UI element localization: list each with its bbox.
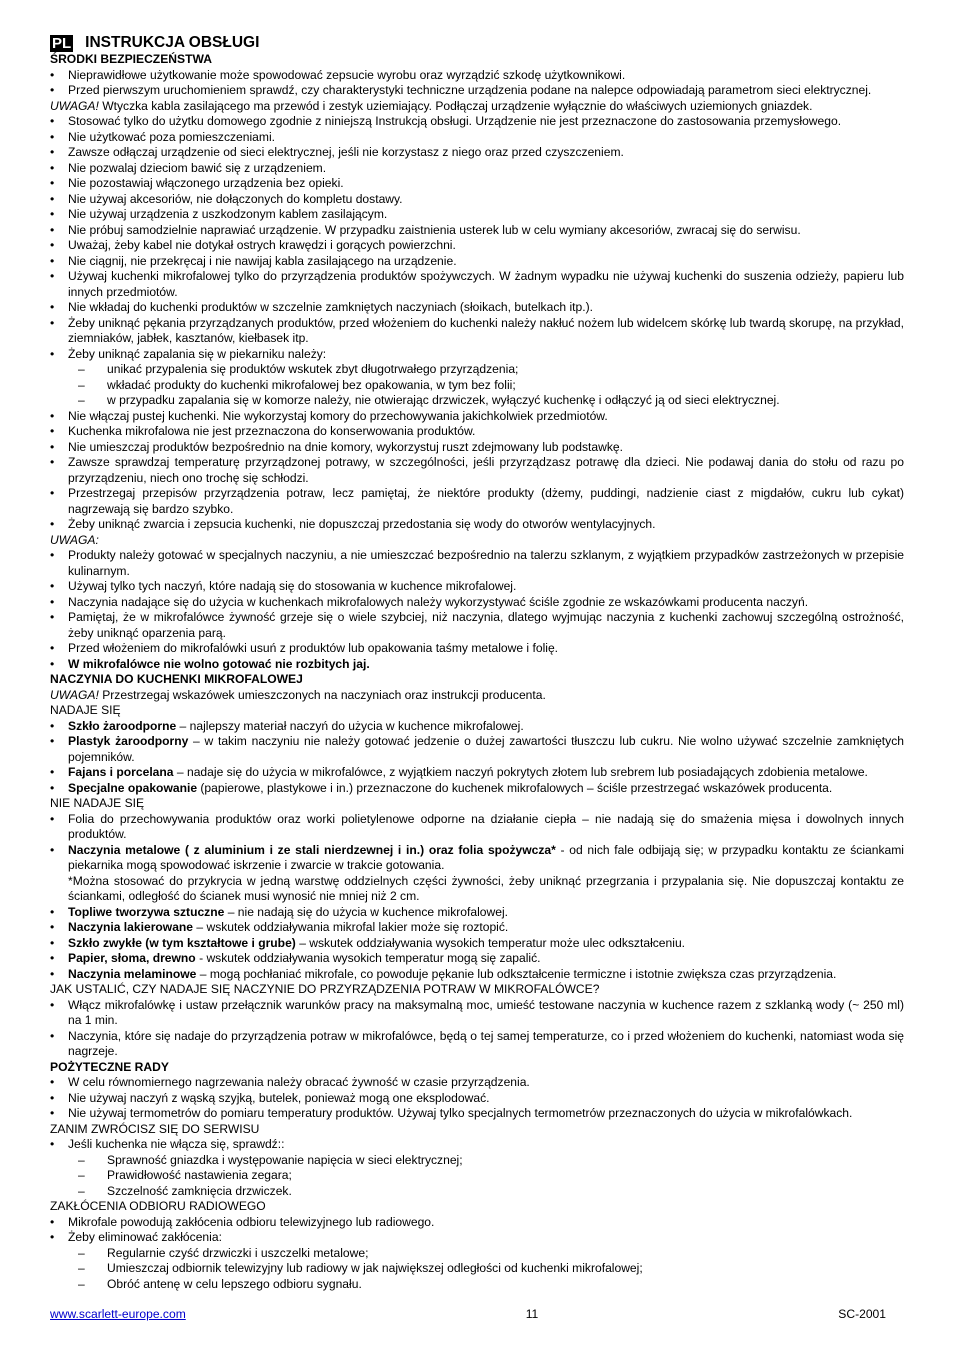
item-text: Stosować tylko do użytku domowego zgodnie z niniejszą Instrukcją obsługi. Urządzenie nie jest przeznaczone do zastosowania przemysłowego.: [68, 114, 842, 128]
item-text: wkładać produkty do kuchenki mikrofalowej bez opakowania, w tym bez folii;: [107, 377, 516, 392]
item-text: – w takim naczyniu nie należy gotować jedzenie o dużej zawartości tłuszczu lub cukru. Nie wolno używać szczelnie zamkniętych pojemników.: [68, 734, 904, 764]
section-heading: ŚRODKI BEZPIECZEŃSTWA: [50, 52, 212, 66]
list-item: [50, 316, 904, 347]
list-item: [50, 176, 904, 192]
website-link[interactable]: www.scarlett-europe.com: [50, 1307, 186, 1321]
list-item: [50, 1215, 904, 1231]
item-text: Umieszczaj odbiornik telewizyjny lub radiowy w jak największej odległości od kuchenki mikrofalowej;: [107, 1261, 643, 1275]
item-text: Prawidłowość nastawienia zegara;: [107, 1168, 292, 1182]
item-bold-term: Szkło żaroodporne: [68, 718, 177, 733]
item-text: Używaj kuchenki mikrofalowej tylko do przyrządzenia produktów spożywczych. W żadnym wypadku nie używaj kuchenki do suszenia odzieży, papieru lub innych przedmiotów.: [68, 269, 904, 299]
item-bold-term: Naczynia melaminowe: [68, 966, 197, 981]
list-item: [50, 657, 904, 673]
note-label: UWAGA!: [50, 687, 99, 702]
subsection-heading: NADAJE SIĘ: [50, 703, 121, 717]
item-text: (papierowe, plastykowe i in.) przeznaczone do kuchenek mikrofalowych – ściśle przestrzegać wskazówek producenta.: [197, 780, 833, 795]
item-bold-term: Szkło zwykłe (w tym kształtowe i grube): [68, 935, 296, 950]
list-item: [50, 765, 904, 781]
list-item: [50, 424, 904, 440]
item-text: Nie pozwalaj dzieciom bawić się z urządzeniem.: [68, 160, 327, 175]
item-bold-term: Naczynia metalowe ( z aluminium i ze stali nierdzewnej i in.) oraz folia spożywcza*: [68, 842, 556, 857]
list-item: [50, 734, 904, 765]
item-text: – nie nadają się do użycia w kuchence mikrofalowej.: [224, 904, 509, 919]
sub-list-item: [50, 1246, 904, 1262]
list-item: [50, 595, 904, 611]
footnote-paragraph: *Można stosować do przykrycia w jedną warstwę oddzielnych części żywności, żeby uniknąć przegrzania i przypalania się. Nie dopuszczaj kontaktu ze ściankami, odległość do ścianek musi wynosić nie mniej niż 2 cm.: [68, 873, 904, 903]
bullet-list: [50, 1215, 904, 1293]
item-bold-term: Fajans i porcelana: [68, 765, 174, 779]
list-item: [50, 300, 904, 316]
item-text: Nie próbuj samodzielnie naprawiać urządzenie. W przypadku zaistnienia usterek lub w celu wymiany akcesoriów, zwracaj się do serwisu.: [68, 222, 801, 237]
item-text: Nie włączaj pustej kuchenki. Nie wykorzystaj komory do przechowywania jakichkolwiek przedmiotów.: [68, 408, 608, 423]
list-item: [50, 223, 904, 239]
item-text: Żeby uniknąć zwarcia i zepsucia kuchenki, nie dopuszczaj przedostania się wody do otworów wentylacyjnych.: [68, 517, 656, 531]
sub-list-item: [50, 1168, 904, 1184]
item-text: Zawsze odłączaj urządzenie od sieci elektrycznej, jeśli nie korzystasz z niego oraz przed czyszczeniem.: [68, 145, 624, 159]
item-text: - od nich fale odbijają się; w przypadku kontaktu ze ściankami piekarnika mogą spowodować iskrzenie i zwarcie w trakcie gotowania.: [68, 842, 904, 872]
item-text: Nie wkładaj do kuchenki produktów w szczelnie zamkniętych naczyniach (słoikach, butelkach itp.).: [68, 300, 593, 314]
page-number: 11: [525, 1307, 539, 1321]
list-item: [50, 130, 904, 146]
item-text: - wskutek oddziaływania wysokich temperatur mogą się zapalić.: [195, 951, 541, 965]
list-item: [50, 409, 904, 425]
sub-list-item: [50, 378, 904, 394]
item-text: Używaj tylko tych naczyń, które nadają się do stosowania w kuchence mikrofalowej.: [68, 579, 517, 593]
item-text: unikać przypalenia się produktów wskutek zbyt długotrwałego przyrządzenia;: [107, 362, 519, 376]
note-paragraph: [50, 533, 904, 549]
item-text: Nie używaj naczyń z wąską szyjką, butelek, ponieważ mogą one eksplodować.: [68, 1090, 490, 1105]
item-text: Regularnie czyść drzwiczki i uszczelki metalowe;: [107, 1245, 369, 1260]
subsection-heading: ZANIM ZWRÓCISZ SIĘ DO SERWISU: [50, 1121, 260, 1136]
item-bold-term: Topliwe tworzywa sztuczne: [68, 904, 225, 919]
item-text: Pamiętaj, że w mikrofalówce żywność grzeje się o wiele szybciej, niż naczynia, dlatego wyjmując naczynia z kuchenki zachowuj szczególną ostrożność, żeby uniknąć oparzenia parą.: [68, 610, 904, 640]
item-text: – wskutek oddziaływania wysokich temperatur może ulec odkształceniu.: [295, 935, 686, 950]
item-text: Żeby uniknąć zapalania się w piekarniku należy:: [68, 346, 327, 361]
list-item: [50, 1075, 904, 1091]
list-item: [50, 641, 904, 657]
list-item: [50, 579, 904, 595]
list-item: [50, 254, 904, 270]
bullet-list: [50, 548, 904, 672]
item-text: w przypadku zapalania się w komorze należy, nie otwierając drzwiczek, wyłączyć kuchenkę i odłączyć ją od sieci elektrycznej.: [107, 393, 780, 407]
list-item: [50, 347, 904, 363]
item-text: Włącz mikrofalówkę i ustaw przełącznik warunków pracy na maksymalną moc, umieść testowane naczynia w kuchence razem z szklanką wody (~ 250 ml) na 1 min.: [68, 997, 904, 1027]
list-item: [50, 83, 904, 99]
sub-list-item: [50, 362, 904, 378]
item-text: Nieprawidłowe użytkowanie może spowodować zepsucie wyrobu oraz wyrządzić szkodę użytkownikowi.: [68, 67, 626, 82]
bullet-list: [50, 719, 904, 797]
item-bold-term: Specjalne opakowanie: [68, 780, 198, 795]
item-text: Nie pozostawiaj włączonego urządzenia bez opieki.: [68, 176, 344, 190]
model-number: SC-2001: [838, 1307, 886, 1321]
bullet-list: [50, 1137, 904, 1199]
bullet-list: [50, 812, 904, 874]
sub-list-item: [50, 393, 904, 409]
item-text: Przestrzegaj przepisów przyrządzenia potraw, lecz pamiętaj, że niektóre produkty (dżemy, puddingi, nadzienie ciast z migdałów, cukru lub cykat) nagrzewają się bardzo szybko.: [68, 486, 904, 516]
subsection-heading: NIE NADAJE SIĘ: [50, 796, 145, 810]
item-text: – wskutek oddziaływania mikrofal lakier może się roztopić.: [193, 920, 509, 934]
list-item: [50, 1091, 904, 1107]
bullet-list: [50, 1075, 904, 1122]
note-text: Wtyczka kabla zasilającego ma przewód i zestyk uziemiający. Podłączaj urządzenie wyłącznie do właściwych uziemionych gniazdek.: [98, 98, 813, 113]
list-item: [50, 269, 904, 300]
item-text: Sprawność gniazdka i występowanie napięcia w sieci elektrycznej;: [107, 1152, 463, 1167]
list-item: [50, 1230, 904, 1246]
list-item: [50, 207, 904, 223]
list-item: [50, 1137, 904, 1153]
item-text: Zawsze sprawdzaj temperaturę przyrządzonej potrawy, w szczególności, jeśli przyrządzasz potrawę dla dzieci. Nie podawaj dania do stołu od razu po przyrządzeniu, niech ono trochę się schłodzi.: [68, 455, 904, 485]
sub-list-item: [50, 1261, 904, 1277]
list-item: [50, 68, 904, 84]
list-item: [50, 192, 904, 208]
list-item: [50, 440, 904, 456]
item-bold-term: Papier, słoma, drewno: [68, 951, 196, 965]
bullet-list: [50, 114, 904, 533]
item-text: Nie używaj urządzenia z uszkodzonym kablem zasilającym.: [68, 207, 388, 221]
item-text: Nie używaj termometrów do pomiaru temperatury produktów. Używaj tylko specjalnych termometrów przeznaczonych do użycia w mikrofalówkach.: [68, 1106, 853, 1120]
list-item: [50, 548, 904, 579]
list-item: [50, 905, 904, 921]
language-badge: PL: [52, 34, 72, 52]
bullet-list: [50, 905, 904, 983]
title-text: INSTRUKCJA OBSŁUGI: [85, 34, 260, 51]
list-item: [50, 967, 904, 983]
item-text: – najlepszy materiał naczyń do użycia w kuchence mikrofalowej.: [176, 718, 524, 733]
list-item: [50, 1106, 904, 1122]
list-item: [50, 781, 904, 797]
list-item: [50, 1029, 904, 1060]
note-paragraph: [50, 688, 904, 704]
list-item: [50, 843, 904, 874]
document-page: [50, 34, 904, 1292]
item-text: Nie użytkować poza pomieszczeniami.: [68, 129, 276, 144]
item-text: Szczelność zamknięcia drzwiczek.: [107, 1183, 292, 1198]
item-bold-term: W mikrofalówce nie wolno gotować nie rozbitych jaj.: [68, 656, 370, 671]
sub-list-item: [50, 1277, 904, 1293]
note-paragraph: [50, 99, 904, 115]
item-text: Przed pierwszym uruchomieniem sprawdź, czy charakterystyki techniczne urządzenia podane na nalepce odpowiadają parametrom sieci elektrycznej.: [68, 83, 872, 97]
item-text: Żeby uniknąć pękania przyrządzanych produktów, przed włożeniem do kuchenki należy nakłuć nożem lub widelcem skórkę lub twardą skorupę, na przykład, ziemniaków, jabłek, kasztanów, kiełbasek itp.: [68, 315, 904, 345]
list-item: [50, 161, 904, 177]
item-text: Uważaj, żeby kabel nie dotykał ostrych krawędzi i gorących powierzchni.: [68, 238, 456, 252]
item-text: Obróć antenę w celu lepszego odbioru sygnału.: [107, 1276, 362, 1291]
list-item: [50, 455, 904, 486]
item-text: Naczynia, które się nadaje do przyrządzenia potraw w mikrofalówce, będą o tej samej temperaturze, co i przed włożeniem do kuchenki, natomiast woda się nagrzeje.: [68, 1028, 904, 1058]
list-item: [50, 238, 904, 254]
list-item: [50, 936, 904, 952]
item-text: W celu równomiernego nagrzewania należy obracać żywność w czasie przyrządzenia.: [68, 1075, 530, 1089]
bullet-list: [50, 68, 904, 99]
list-item: [50, 998, 904, 1029]
list-item: [50, 486, 904, 517]
list-item: [50, 951, 904, 967]
item-text: Folia do przechowywania produktów oraz worki polietylenowe odporne na działanie ciepła – nie nadają się do smażenia mięsa i dowolnych innych produktów.: [68, 811, 904, 841]
sub-list-item: [50, 1153, 904, 1169]
item-text: Mikrofale powodują zakłócenia odbioru telewizyjnego lub radiowego.: [68, 1214, 435, 1229]
subsection-heading: ZAKŁÓCENIA ODBIORU RADIOWEGO: [50, 1199, 266, 1213]
document-body: [50, 52, 904, 1292]
item-text: Naczynia nadające się do użycia w kuchenkach mikrofalowych należy wykorzystywać ściśle zgodnie ze wskazówkami producenta naczyń.: [68, 594, 809, 609]
item-text: Kuchenka mikrofalowa nie jest przeznaczona do konserwowania produktów.: [68, 424, 476, 438]
item-text: Jeśli kuchenka nie włącza się, sprawdź::: [68, 1137, 285, 1151]
list-item: [50, 145, 904, 161]
list-item: [50, 719, 904, 735]
list-item: [50, 114, 904, 130]
item-text: Nie ciągnij, nie przekręcaj i nie nawijaj kabla zasilającego na urządzenie.: [68, 253, 457, 268]
list-item: [50, 610, 904, 641]
section-heading: POŻYTECZNE RADY: [50, 1059, 169, 1074]
item-text: Nie używaj akcesoriów, nie dołączonych do kompletu dostawy.: [68, 191, 403, 206]
sub-list-item: [50, 1184, 904, 1200]
note-text: Przestrzegaj wskazówek umieszczonych na naczyniach oraz instrukcji producenta.: [98, 687, 546, 702]
item-bold-term: Plastyk żaroodporny: [68, 734, 189, 748]
item-text: Produkty należy gotować w specjalnych naczyniu, a nie umieszczać bezpośrednio na talerzu szklanym, z wyjątkiem przypadków zastrzeżonych w przepisie kulinarnym.: [68, 548, 904, 578]
item-text: Przed włożeniem do mikrofalówki usuń z produktów lub opakowania taśmy metalowe i folię.: [68, 641, 559, 655]
item-text: – nadaje się do użycia w mikrofalówce, z wyjątkiem naczyń pokrytych złotem lub srebrem lub posiadających zdobienia metalowe.: [173, 765, 868, 779]
item-text: Nie umieszczaj produktów bezpośrednio na dnie komory, wykorzystuj ruszt zdejmowany lub podstawkę.: [68, 439, 623, 454]
subsection-heading: JAK USTALIĆ, CZY NADAJE SIĘ NACZYNIE DO PRZYRZĄDZENIA POTRAW W MIKROFALÓWCE?: [50, 982, 600, 996]
section-heading: NACZYNIA DO KUCHENKI MIKROFALOWEJ: [50, 672, 303, 686]
item-bold-term: Naczynia lakierowane: [68, 920, 194, 934]
item-text: Żeby eliminować zakłócenia:: [68, 1230, 222, 1244]
item-text: – mogą pochłaniać mikrofale, co powoduje pękanie lub odkształcenie termiczne i istotnie zwiększa czas przyrządzenia.: [196, 966, 837, 981]
note-label: UWAGA!: [50, 98, 99, 113]
page-footer: [50, 1307, 886, 1321]
bullet-list: [50, 998, 904, 1060]
list-item: [50, 517, 904, 533]
page-title: [50, 34, 904, 52]
list-item: [50, 920, 904, 936]
note-label: UWAGA:: [50, 532, 99, 547]
list-item: [50, 812, 904, 843]
